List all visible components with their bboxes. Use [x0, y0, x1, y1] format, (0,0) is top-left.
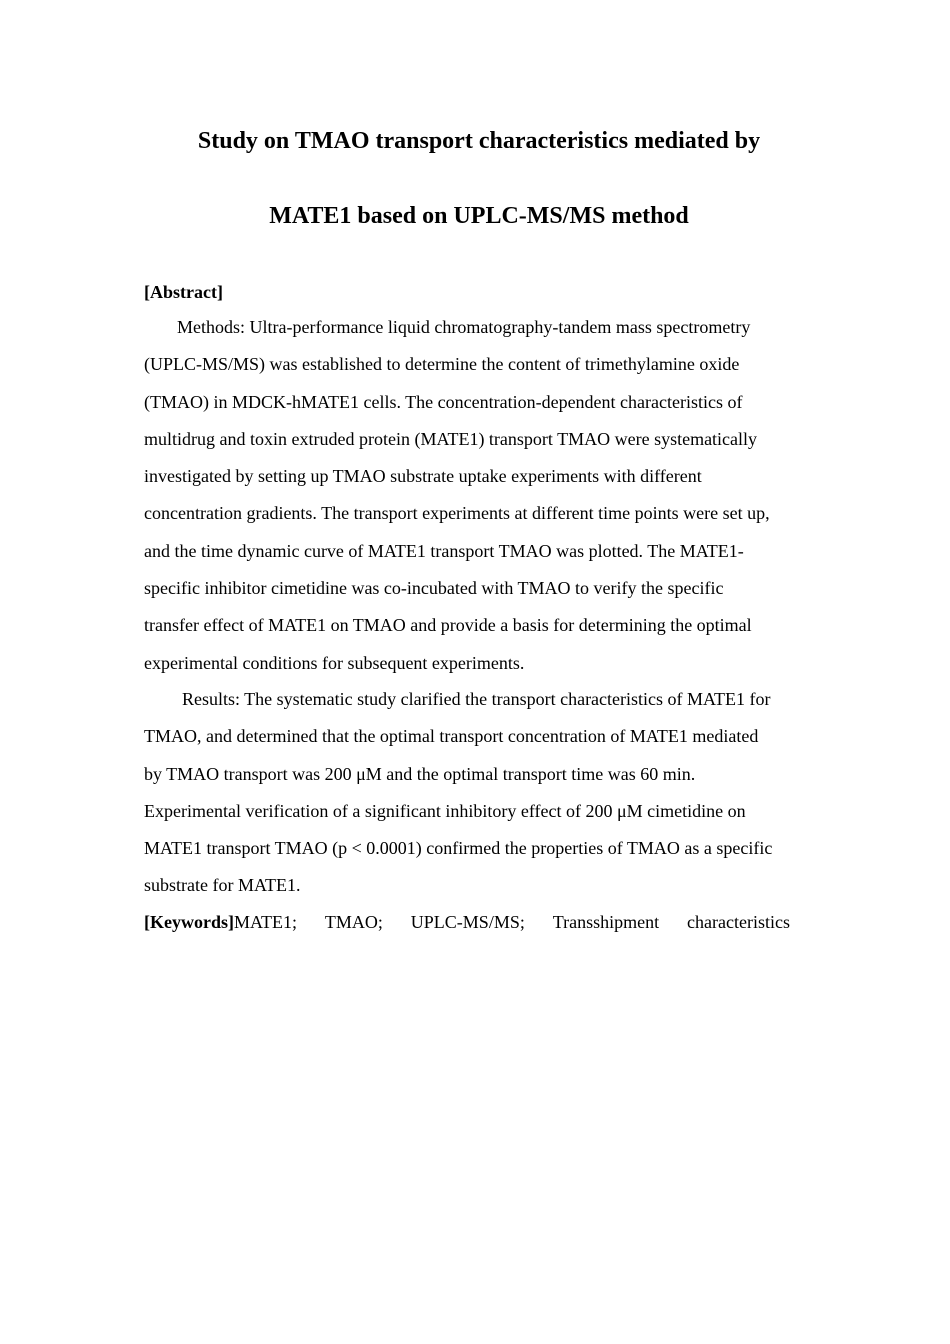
methods-line: (TMAO) in MDCK-hMATE1 cells. The concentration-dependent characteristics of: [144, 391, 743, 412]
results-line: Results: The systematic study clarified the transport characteristics of MATE1 for: [182, 689, 771, 709]
methods-line: Methods: Ultra-performance liquid chromatography-tandem mass spectrometry: [177, 317, 751, 337]
methods-line: experimental conditions for subsequent experiments.: [144, 652, 525, 673]
abstract-methods-paragraph: [144, 309, 814, 682]
keyword-item: characteristics: [687, 912, 790, 932]
abstract-label: [Abstract]: [144, 282, 223, 302]
keyword-group-first: [144, 904, 297, 941]
abstract-results-paragraph: [144, 681, 814, 905]
results-line: Experimental verification of a significant inhibitory effect of 200 μM cimetidine on: [144, 800, 746, 821]
keyword-item: MATE1;: [233, 912, 297, 932]
methods-line: transfer effect of MATE1 on TMAO and provide a basis for determining the optimal: [144, 615, 752, 636]
methods-line: specific inhibitor cimetidine was co-incubated with TMAO to verify the specific: [144, 578, 724, 599]
results-line: MATE1 transport TMAO (p < 0.0001) confirmed the properties of TMAO as a specific: [144, 838, 773, 859]
keyword-item: UPLC-MS/MS;: [410, 912, 525, 932]
paper-title-line-2: MATE1 based on UPLC-MS/MS method: [269, 203, 689, 229]
results-line: by TMAO transport was 200 μM and the optimal transport time was 60 min.: [144, 763, 696, 784]
keyword-item: TMAO;: [324, 912, 383, 932]
methods-line: and the time dynamic curve of MATE1 transport TMAO was plotted. The MATE1-: [144, 540, 744, 561]
methods-line: multidrug and toxin extruded protein (MATE1) transport TMAO were systematically: [144, 428, 758, 449]
keywords-label: [Keywords]: [144, 912, 234, 932]
results-line: substrate for MATE1.: [144, 875, 301, 896]
methods-line: concentration gradients. The transport experiments at different time points were set up,: [144, 503, 770, 524]
methods-line: investigated by setting up TMAO substrate uptake experiments with different: [144, 466, 702, 487]
keyword-item: Transshipment: [552, 912, 660, 932]
keywords-line: [144, 904, 790, 941]
results-line: TMAO, and determined that the optimal transport concentration of MATE1 mediated: [144, 726, 759, 747]
methods-line: (UPLC-MS/MS) was established to determine the content of trimethylamine oxide: [144, 354, 740, 375]
paper-title-line-1: Study on TMAO transport characteristics mediated by: [197, 128, 761, 154]
